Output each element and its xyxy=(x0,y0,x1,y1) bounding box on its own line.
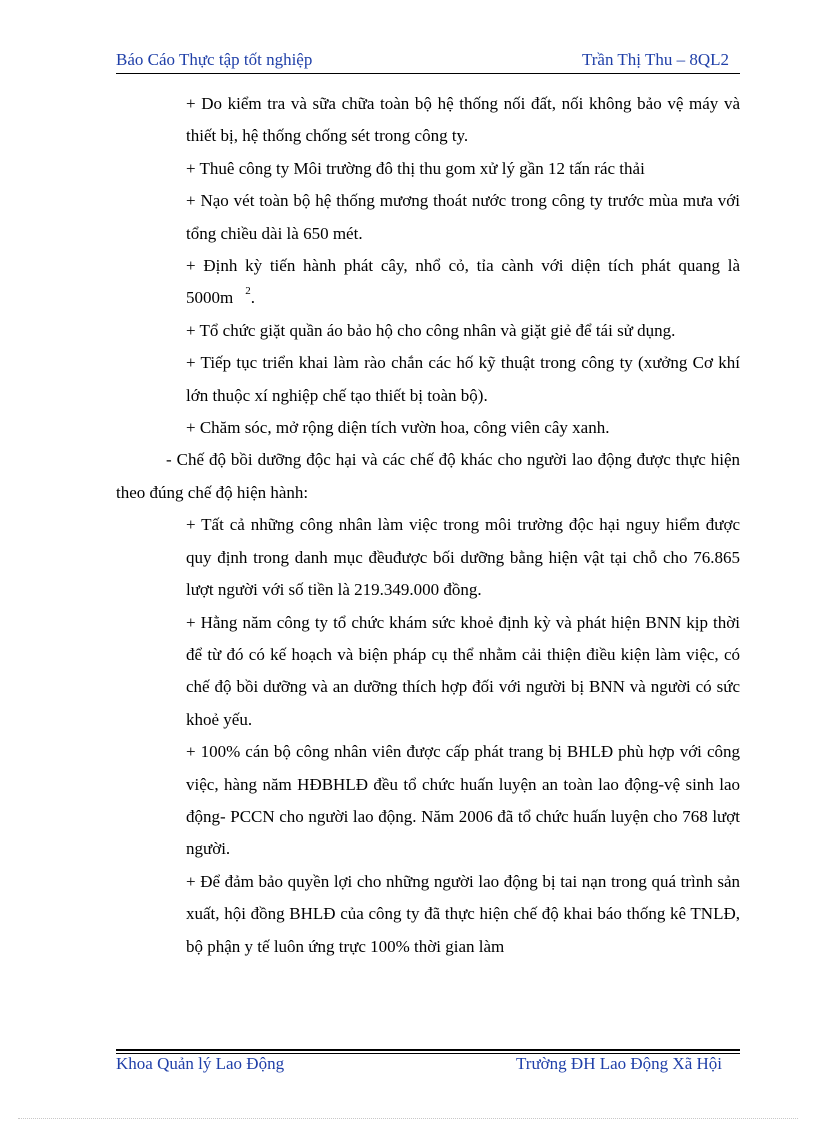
header-left-title: Báo Cáo Thực tập tốt nghiệp xyxy=(116,50,313,69)
page-footer xyxy=(116,1054,740,1078)
paragraph: + Tiếp tục triển khai làm rào chắn các hố kỹ thuật trong công ty (xưởng Cơ khí lớn thuộc xí nghiệp chế tạo thiết bị toàn bộ). xyxy=(186,353,740,405)
paragraph: + Tất cả những công nhân làm việc trong môi trường độc hại nguy hiểm được quy định trong danh mục đềuđược bối dưỡng bằng hiện vật tại chỗ cho 76.865 lượt người với số tiền là 219.349.000 đồng. xyxy=(186,515,740,600)
paragraph: + Tổ chức giặt quần áo bảo hộ cho công nhân và giặt giẻ để tái sử dụng. xyxy=(186,320,676,340)
footer-right-university: Trường ĐH Lao Động Xã Hội xyxy=(516,1054,722,1073)
paragraph: - Chế độ bồi dưỡng độc hại và các chế độ khác cho người lao động được thực hiện theo đúng chế độ hiện hành: xyxy=(116,450,740,502)
paragraph: + 100% cán bộ công nhân viên được cấp phát trang bị BHLĐ phù hợp với công việc, hàng năm HĐBHLĐ đều tổ chức huấn luyện an toàn lao động-vệ sinh lao động- PCCN cho người lao động. Năm 2006 đã tổ chức huấn luyện cho 768 lượt người. xyxy=(186,742,740,859)
page-header xyxy=(116,50,740,74)
paragraph: + Chăm sóc, mở rộng diện tích vườn hoa, công viên cây xanh. xyxy=(186,418,610,438)
paragraph xyxy=(116,250,740,315)
paragraph: + Để đảm bảo quyền lợi cho những người lao động bị tai nạn trong quá trình sản xuất, hội đồng BHLĐ của công ty đã thực hiện chế độ khai báo thống kê TNLĐ, bộ phận y tế luôn ứng trực 100% thời gian làm xyxy=(186,871,740,956)
paragraph: + Thuê công ty Môi trường đô thị thu gom xử lý gần 12 tấn rác thải xyxy=(186,158,645,178)
paragraph-text: + Định kỳ tiến hành phát cây, nhổ cỏ, tỉa cành với diện tích phát quang là 5000m xyxy=(186,256,740,308)
document-body xyxy=(116,88,740,963)
header-right-author: Trần Thị Thu – 8QL2 xyxy=(581,50,729,69)
superscript: 2 xyxy=(245,285,251,298)
header-rule xyxy=(116,73,740,74)
paragraph: + Nạo vét toàn bộ hệ thống mương thoát nước trong công ty trước mùa mưa với tổng chiều dài là 650 mét. xyxy=(186,191,740,243)
paragraph: + Hằng năm công ty tổ chức khám sức khoẻ định kỳ và phát hiện BNN kịp thời để từ đó có kế hoạch và biện pháp cụ thể nhằm cải thiện điều kiện làm việc, có chế độ bồi dưỡng và an dưỡng thích hợp đối với người bị BNN và người có sức khoẻ yếu. xyxy=(186,612,740,729)
paragraph: + Do kiểm tra và sữa chữa toàn bộ hệ thống nối đất, nối không bảo vệ máy và thiết bị, hệ thống chống sét trong công ty. xyxy=(186,94,740,146)
paragraph-end: . xyxy=(250,288,255,308)
footer-left-faculty: Khoa Quản lý Lao Động xyxy=(116,1054,285,1073)
page-bottom-dotted-line xyxy=(18,1118,798,1119)
footer-rule-thick xyxy=(116,1049,740,1051)
